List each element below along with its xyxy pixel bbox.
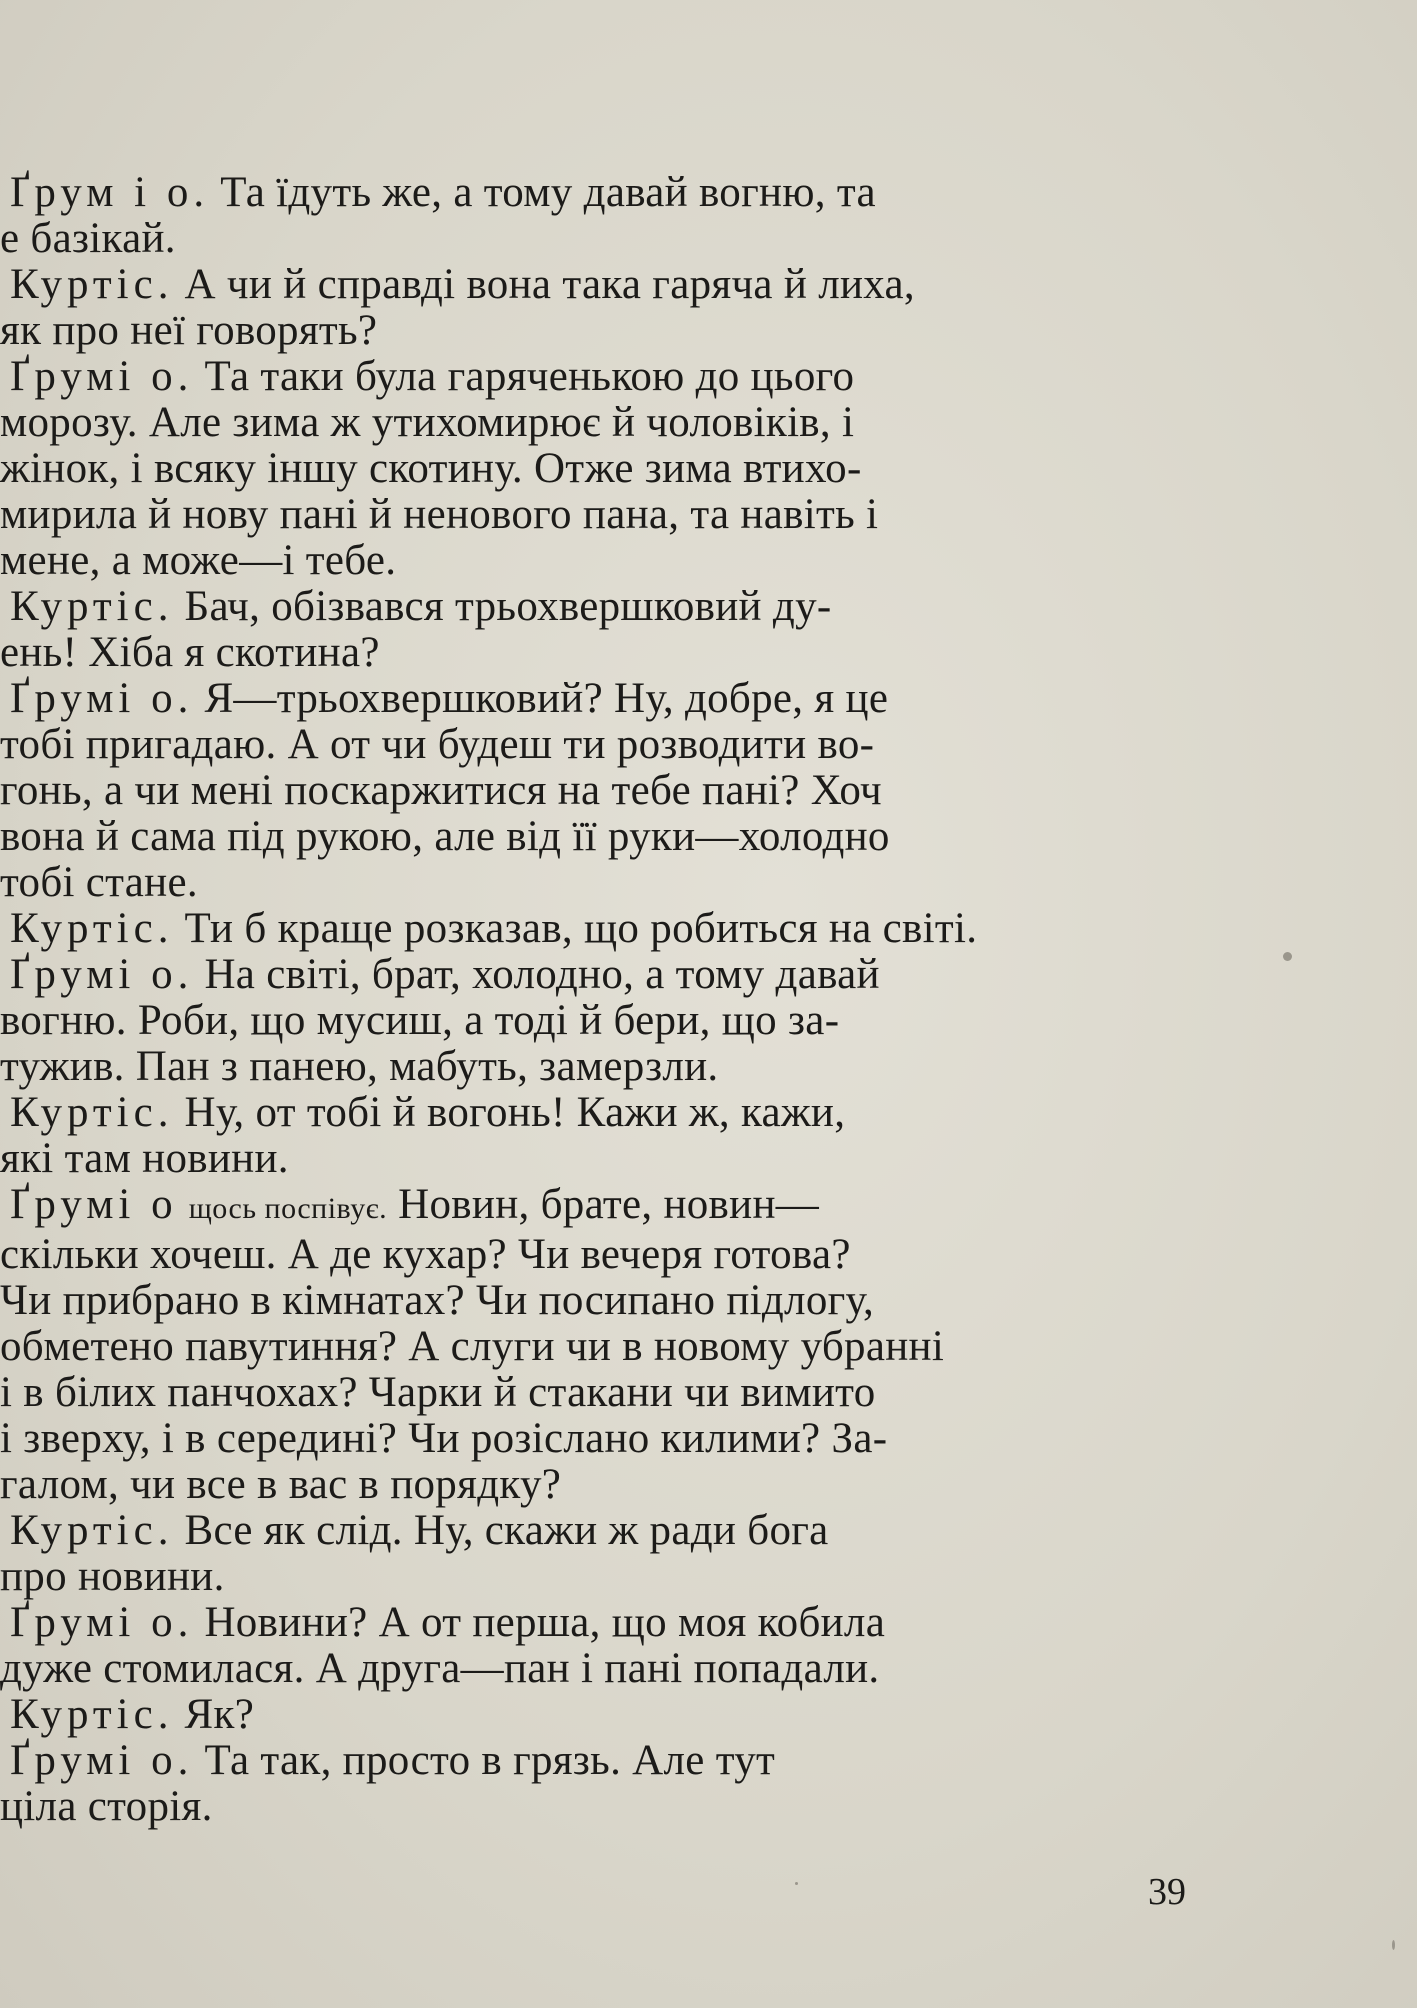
text-line	[0, 1416, 1205, 1462]
text-line	[0, 492, 1205, 538]
dialogue-paragraph	[0, 584, 1205, 676]
line-text: скільки хочеш. А де кухар? Чи вечеря готова?	[0, 1232, 851, 1278]
text-line	[0, 1646, 1205, 1692]
text-line	[0, 262, 1205, 308]
dialogue-paragraph	[0, 170, 1205, 262]
speaker-name: Ґрум і о.	[10, 170, 210, 216]
page-number: 39	[1148, 1871, 1186, 1913]
line-text: які там новини.	[0, 1136, 289, 1182]
line-text: вогню. Роби, що мусиш, а тоді й бери, що за-	[0, 998, 840, 1044]
line-text: вона й сама під рукою, але від її руки—холодно	[0, 814, 890, 860]
text-line	[0, 860, 1205, 906]
dialogue-paragraph	[0, 1738, 1205, 1830]
text-line	[0, 1784, 1205, 1830]
text-line	[0, 1324, 1205, 1370]
paper-speck	[1392, 1940, 1395, 1950]
line-text: гонь, а чи мені поскаржитися на тебе пані? Хоч	[0, 768, 882, 814]
dialogue-paragraph	[0, 906, 1205, 952]
text-line	[0, 1370, 1205, 1416]
line-text: тобі пригадаю. А от чи будеш ти розводити во-	[0, 722, 875, 768]
dialogue-paragraph	[0, 952, 1205, 1090]
text-line	[0, 170, 1205, 216]
speaker-name: Ґрумі о.	[10, 1600, 194, 1646]
text-line	[0, 722, 1205, 768]
text-line	[0, 1554, 1205, 1600]
line-text: мирила й нову пані й ненового пана, та навіть і	[0, 492, 879, 538]
line-text: морозу. Але зима ж утихомирює й чоловіків, і	[0, 400, 855, 446]
text-line	[0, 1738, 1205, 1784]
line-text: мене, а може—і тебе.	[0, 538, 397, 584]
text-line	[0, 676, 1205, 722]
speaker-name: Ґрумі о	[10, 1182, 178, 1228]
line-text: Все як слід. Ну, скажи ж ради бога	[184, 1508, 829, 1554]
line-text: ціла сторія.	[0, 1784, 213, 1830]
text-line	[0, 906, 1205, 952]
text-line	[0, 308, 1205, 354]
line-text: жінок, і всяку іншу скотину. Отже зима втихо-	[0, 446, 862, 492]
line-text: На світі, брат, холодно, а тому давай	[204, 952, 880, 998]
text-line	[0, 400, 1205, 446]
text-line	[0, 768, 1205, 814]
text-line	[0, 354, 1205, 400]
text-line	[0, 814, 1205, 860]
speaker-name: Ґрумі о.	[10, 1738, 194, 1784]
line-text: е базікай.	[0, 216, 176, 262]
stage-direction: щось поспівує.	[188, 1192, 388, 1225]
line-text: Як?	[184, 1692, 255, 1738]
line-text: тобі стане.	[0, 860, 198, 906]
text-line	[0, 1232, 1205, 1278]
speaker-name: Куртіс.	[10, 906, 174, 952]
dialogue-paragraph	[0, 262, 1205, 354]
dialogue-paragraph	[0, 354, 1205, 584]
speaker-name: Куртіс.	[10, 1692, 174, 1738]
line-text: про новини.	[0, 1554, 225, 1600]
text-line	[0, 538, 1205, 584]
line-text: Новин, брате, новин—	[398, 1182, 820, 1228]
speaker-name: Куртіс.	[10, 1508, 174, 1554]
text-line	[0, 1182, 1205, 1232]
text-line	[0, 1090, 1205, 1136]
dialogue-paragraph	[0, 1182, 1205, 1508]
dialogue-paragraph	[0, 1508, 1205, 1600]
line-text: тужив. Пан з панею, мабуть, замерзли.	[0, 1044, 719, 1090]
line-text: А чи й справді вона така гаряча й лиха,	[184, 262, 915, 308]
dialogue-text	[0, 170, 1205, 1830]
dialogue-paragraph	[0, 1090, 1205, 1182]
text-line	[0, 630, 1205, 676]
line-text: як про неї говорять?	[0, 308, 378, 354]
line-text: обметено павутиння? А слуги чи в новому убранні	[0, 1324, 945, 1370]
text-line	[0, 446, 1205, 492]
speaker-name: Ґрумі о.	[10, 952, 194, 998]
text-line	[0, 1508, 1205, 1554]
dialogue-paragraph	[0, 1692, 1205, 1738]
text-line	[0, 952, 1205, 998]
line-text: Я—трьохвершковий? Ну, добре, я це	[204, 676, 889, 722]
text-line	[0, 1600, 1205, 1646]
line-text: і зверху, і в середині? Чи розіслано килими? За-	[0, 1416, 888, 1462]
text-line	[0, 1692, 1205, 1738]
line-text: дуже стомилася. А друга—пан і пані попадали.	[0, 1646, 880, 1692]
text-line	[0, 1278, 1205, 1324]
line-text: і в білих панчохах? Чарки й стакани чи вимито	[0, 1370, 876, 1416]
line-text: Новини? А от перша, що моя кобила	[204, 1600, 886, 1646]
text-line	[0, 584, 1205, 630]
line-text: галом, чи все в вас в порядку?	[0, 1462, 562, 1508]
speaker-name: Куртіс.	[10, 262, 174, 308]
speaker-name: Куртіс.	[10, 584, 174, 630]
speaker-name: Ґрумі о.	[10, 676, 194, 722]
dialogue-paragraph	[0, 676, 1205, 906]
paper-speck	[795, 1882, 798, 1885]
line-text: Ти б краще розказав, що робиться на світі.	[184, 906, 978, 952]
text-line	[0, 1044, 1205, 1090]
speaker-name: Ґрумі о.	[10, 354, 194, 400]
text-line	[0, 1462, 1205, 1508]
text-line	[0, 1136, 1205, 1182]
dialogue-paragraph	[0, 1600, 1205, 1692]
speaker-name: Куртіс.	[10, 1090, 174, 1136]
line-text: Та так, просто в грязь. Але тут	[204, 1738, 776, 1784]
line-text: Бач, обізвався трьохвершковий ду-	[184, 584, 832, 630]
line-text: Чи прибрано в кімнатах? Чи посипано підлогу,	[0, 1278, 875, 1324]
line-text: ень! Хіба я скотина?	[0, 630, 380, 676]
paper-speck	[1283, 952, 1292, 961]
line-text: Ну, от тобі й вогонь! Кажи ж, кажи,	[184, 1090, 846, 1136]
line-text: Та таки була гаряченькою до цього	[204, 354, 855, 400]
line-text: Та їдуть же, а тому давай вогню, та	[220, 170, 876, 216]
text-line	[0, 216, 1205, 262]
text-line	[0, 998, 1205, 1044]
